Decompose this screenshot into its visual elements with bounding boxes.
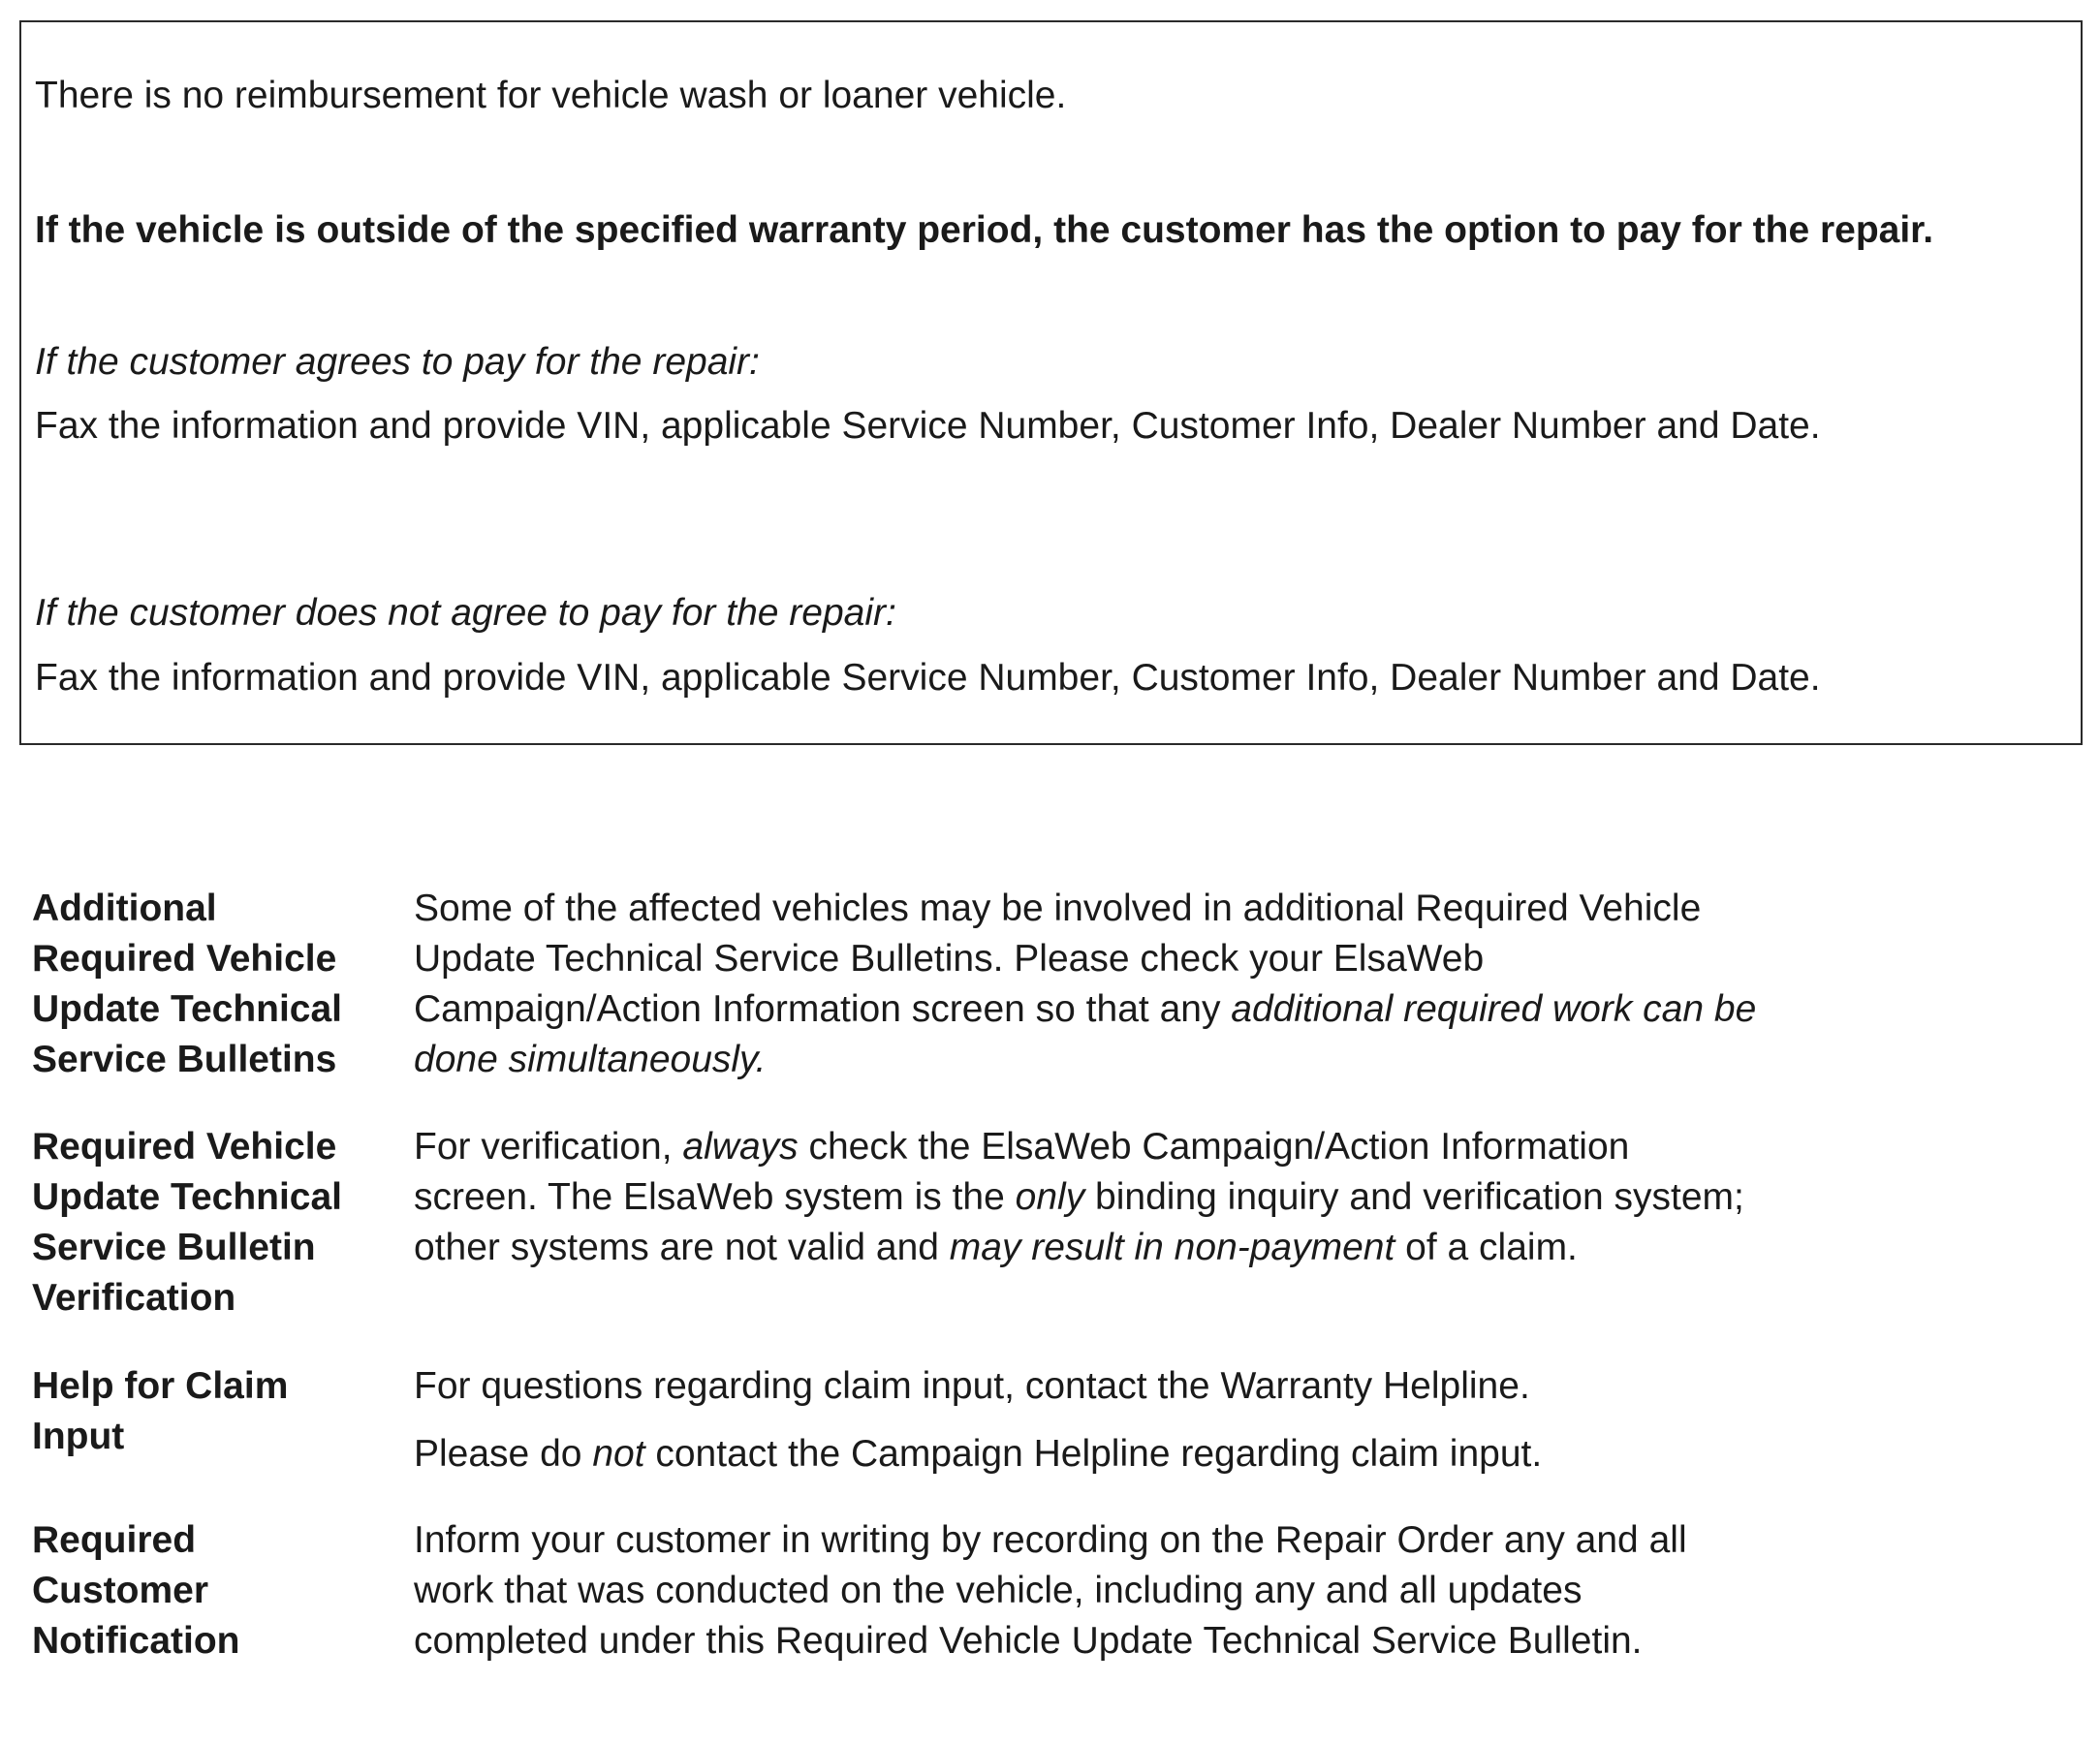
section-text: binding inquiry and verification system; other systems are not valid and [414,1176,1744,1268]
warranty-period-text: If the vehicle is outside of the specified warranty period, the customer has the option to pay for the repair. [35,209,1934,251]
emphasis-text: always [682,1126,799,1168]
emphasis-text: may result in non-payment [949,1227,1395,1268]
section-label: Required Vehicle Update Technical Service Bulletin Verification [32,1126,343,1319]
section-text: For questions regarding claim input, contact the Warranty Helpline. [414,1365,1530,1407]
agree-heading: If the customer agrees to pay for the repair: [35,341,760,383]
warranty-notice-box [19,20,2083,745]
section-text: Inform your customer in writing by recording on the Repair Order any and all work that was conducted on the vehicle, including any and all updates completed under this Required Vehicle Update Technical Service Bulletin. [414,1519,1687,1662]
section-label: Required Customer Notification [32,1519,240,1662]
disagree-instructions: Fax the information and provide VIN, applicable Service Number, Customer Info, Dealer Number and Date. [35,657,1821,699]
section-label: Help for Claim Input [32,1365,289,1457]
emphasis-text: only [1015,1176,1085,1218]
section-text: For verification, [414,1126,683,1168]
section-body [414,1122,1761,1273]
section-body [414,884,1761,1085]
section-body [414,1361,1761,1480]
section-text: Please do [414,1433,593,1475]
disagree-heading: If the customer does not agree to pay for the repair: [35,592,896,634]
agree-instructions: Fax the information and provide VIN, applicable Service Number, Customer Info, Dealer Number and Date. [35,405,1821,447]
section-text: contact the Campaign Helpline regarding claim input. [644,1433,1543,1475]
emphasis-text: not [592,1433,645,1475]
section-text: of a claim. [1395,1227,1578,1268]
section-text: check the ElsaWeb Campaign/Action Information screen. The ElsaWeb system is the [414,1126,1630,1218]
section-body [414,1515,1761,1667]
section-text: Some of the affected vehicles may be involved in additional Required Vehicle Update Technical Service Bulletins. Please check your ElsaWeb Campaign/Action Information screen so that any [414,888,1702,1030]
emphasis-text: additional required work can be done simultaneously. [414,988,1757,1080]
section-label: Additional Required Vehicle Update Technical Service Bulletins [32,888,343,1080]
no-reimbursement-text: There is no reimbursement for vehicle wash or loaner vehicle. [35,75,1067,116]
